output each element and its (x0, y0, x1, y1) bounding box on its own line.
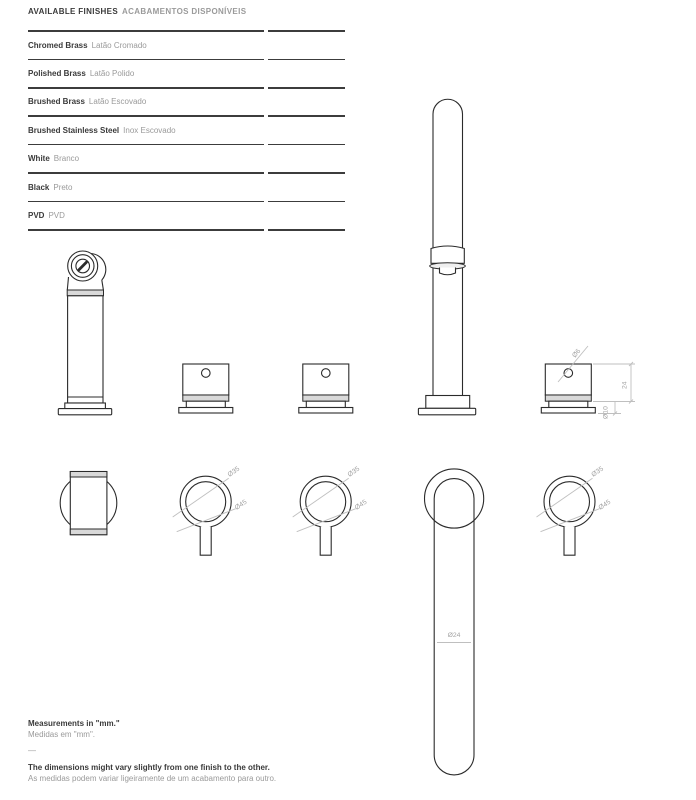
dim-label-spout-diameter: Ø24 (447, 632, 461, 639)
knob-top-view-1 (173, 465, 249, 555)
finish-name-en: PVD (28, 211, 45, 221)
finish-name-pt: Latão Polido (89, 69, 135, 79)
finish-name-en: White (28, 154, 50, 164)
tall-faucet-side-view (418, 99, 475, 415)
knob-side-view-dimensioned (541, 346, 635, 419)
dim-label-inner-diameter-3: Ø35 (590, 465, 605, 479)
finish-name-pt: Latão Cromado (91, 40, 147, 50)
handheld-top-view (60, 472, 117, 535)
finish-name-en: Polished Brass (28, 69, 86, 79)
variation-note-en: The dimensions might vary slightly from one finish to the other. (28, 763, 270, 772)
finish-name-en: Brushed Stainless Steel (28, 125, 120, 135)
knob-side-view-2 (299, 364, 353, 413)
footer-notes (28, 718, 276, 784)
knob-side-view-1 (179, 364, 233, 413)
dim-label-inner-diameter-2: Ø35 (346, 465, 362, 479)
finishes-title-en: AVAILABLE FINISHES (28, 7, 119, 16)
dim-label-outer-diameter-3: Ø45 (597, 498, 613, 512)
variation-note-pt: As medidas podem variar ligeiramente de um acabamento para outro. (28, 774, 277, 783)
knob-top-view-2 (293, 465, 369, 555)
measurements-note-pt: Medidas em "mm". (28, 730, 96, 739)
finish-name-en: Black (28, 182, 50, 192)
dim-label-body-height: 24 (621, 381, 629, 389)
footer-divider: — (28, 746, 36, 755)
finish-name-pt: Latão Escovado (88, 97, 147, 107)
dim-label-inner-diameter-1: Ø35 (226, 465, 242, 479)
handheld-side-view (58, 251, 111, 415)
finish-name-pt: Inox Escovado (123, 125, 176, 135)
finish-name-en: Chromed Brass (28, 40, 88, 50)
finish-name-en: Brushed Brass (28, 97, 85, 107)
measurements-note-en: Measurements in "mm." (28, 719, 120, 728)
dim-label-outer-diameter-2: Ø45 (353, 498, 369, 512)
finishes-title-pt: ACABAMENTOS DISPONÍVEIS (122, 7, 247, 16)
finish-name-pt: PVD (48, 211, 65, 221)
dim-label-pin-diameter: Ø6 (571, 347, 583, 360)
finish-name-pt: Branco (53, 154, 80, 164)
spout-top-view (425, 469, 484, 775)
finish-name-pt: Preto (53, 182, 73, 192)
knob-top-view-3 (537, 465, 613, 555)
dim-label-base-diameter: Ø10 (602, 406, 610, 419)
dim-label-outer-diameter-1: Ø45 (233, 498, 249, 512)
